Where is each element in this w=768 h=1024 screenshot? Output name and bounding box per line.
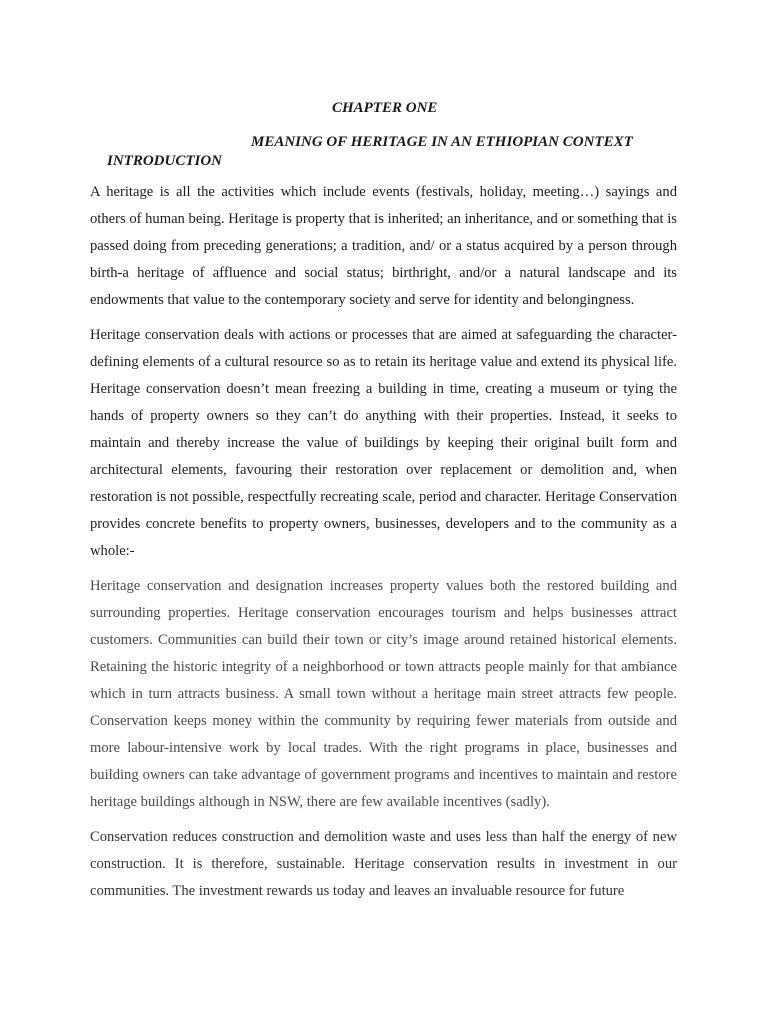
paragraph-heritage-definition: A heritage is all the activities which include events (festivals, holiday, meeting…) sayings and others of human being. Heritage is property that is inherited; an inheritance, and or something that is passed doing from preceding generations; a tradition, and/ or a status acquired by a person through birth-a heritage of affluence and social status; birthright, and/or a natural landscape and its endowments that value to the contemporary society and serve for identity and belongingness. [90,184,677,308]
paragraph-heritage-conservation: Heritage conservation deals with actions or processes that are aimed at safeguarding the character-defining elements of a cultural resource so as to retain its heritage value and extend its physical life. Heritage conservation doesn’t mean freezing a building in time, creating a museum or tying the hands of property owners so they can’t do anything with their properties. Instead, it seeks to maintain and thereby increase the value of buildings by keeping their original built form and architectural elements, favouring their restoration over replacement or demolition and, when restoration is not possible, respectfully recreating scale, period and character. Heritage Conservation provides concrete benefits to property owners, businesses, developers and to the community as a whole:- [90,327,677,559]
paragraph-conservation-benefits: Heritage conservation and designation increases property values both the restored building and surrounding properties. Heritage conservation encourages tourism and helps businesses attract customers. Communities can build their town or city’s image around retained historical elements. Retaining the historic integrity of a neighborhood or town attracts people mainly for that ambiance which in turn attracts business. A small town without a heritage main street attracts few people. Conservation keeps money within the community by requiring fewer materials from outside and more labour-intensive work by local trades. With the right programs in place, businesses and building owners can take advantage of government programs and incentives to maintain and restore heritage buildings although in NSW, there are few available incentives (sadly). [90,578,677,810]
chapter-label: CHAPTER ONE [332,100,438,116]
document-body [90,179,677,913]
section-heading: INTRODUCTION [107,153,223,169]
paragraph-conservation-sustainability: Conservation reduces construction and demolition waste and uses less than half the energy of new construction. It is therefore, sustainable. Heritage conservation results in investment in our communities. The investment rewards us today and leaves an invaluable resource for future [90,829,677,899]
chapter-title: MEANING OF HERITAGE IN AN ETHIOPIAN CONTEXT [251,134,633,150]
